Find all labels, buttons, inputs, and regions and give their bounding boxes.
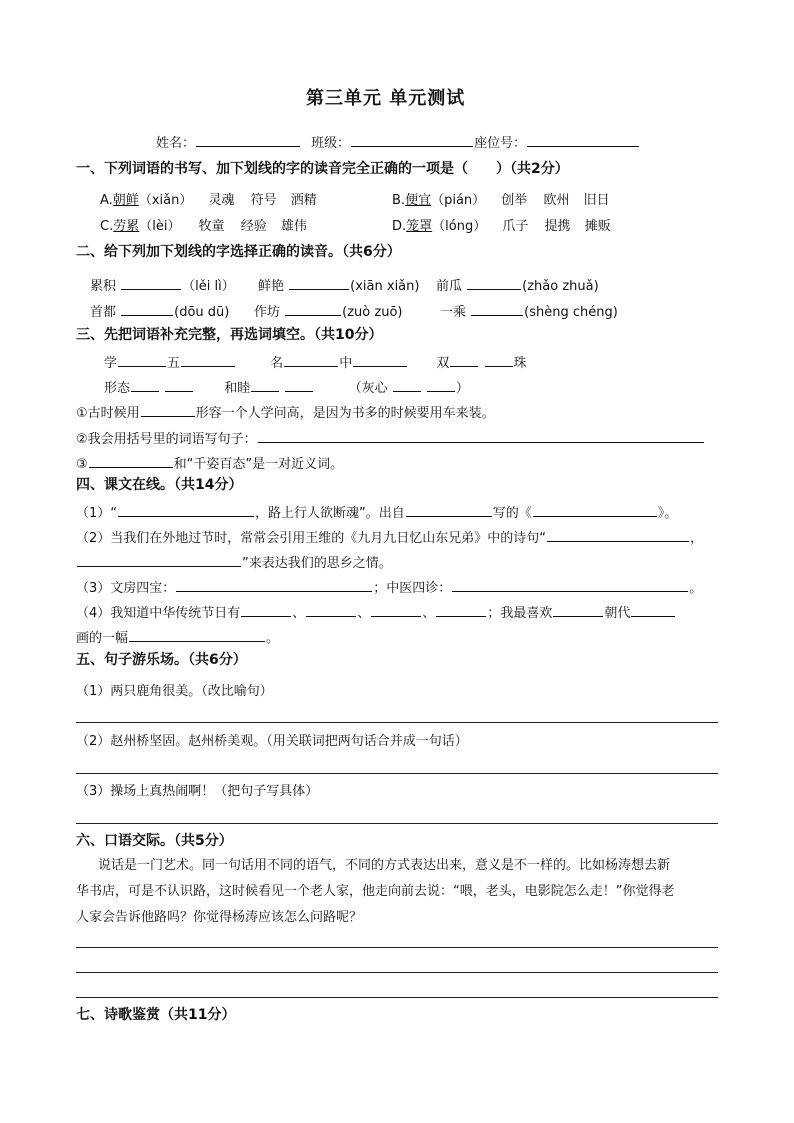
s4-text: ；中医四诊： [373, 581, 452, 596]
s3-paren: ） [455, 381, 469, 396]
s4-text: 。 [689, 581, 703, 596]
s4-q2 [76, 528, 703, 547]
s5-q2-answer-line[interactable] [76, 773, 718, 774]
s2-item [436, 276, 599, 295]
s4-blank[interactable] [436, 603, 486, 617]
s3-char: 学 [104, 356, 118, 371]
option-word: 创举 [501, 193, 528, 208]
option-label: C. [100, 219, 114, 234]
s5-q3-answer-line[interactable] [76, 823, 718, 824]
s5-q1: （1）两只鹿角很美。（改比喻句） [76, 684, 273, 699]
option-word: 朝鲜 [112, 193, 139, 208]
s3-char: （灰心 [348, 381, 388, 396]
s2-word: 一乘 [440, 305, 467, 320]
s3-blank[interactable] [450, 353, 478, 367]
s2-word: 作坊 [254, 305, 281, 320]
s1-option-b [392, 193, 610, 209]
s3-q1 [76, 403, 495, 422]
s5-q2: （2）赵州桥坚固。赵州桥美观。（用关联词把两句话合并成一句话） [76, 734, 468, 749]
s4-blank[interactable] [452, 578, 688, 592]
s3-blank[interactable] [485, 353, 513, 367]
option-word: 提携 [544, 219, 571, 234]
option-pinyin: （pián） [431, 193, 486, 208]
s3-word-row-2 [104, 378, 469, 397]
s2-options: （lěi lì） [182, 279, 235, 294]
s6-paragraph-line-3: 人家会告诉他路吗？你觉得杨涛应该怎么问路呢？ [76, 910, 363, 925]
s3-q3 [76, 454, 343, 473]
s2-item [90, 276, 235, 295]
s4-text: 》。 [657, 506, 678, 521]
s4-q2-cont [76, 553, 392, 572]
s3-blank[interactable] [353, 353, 407, 367]
s2-blank[interactable] [121, 302, 173, 316]
seat-blank[interactable] [527, 133, 639, 147]
s3-q2-text: ②我会用括号里的词语写句子： [76, 432, 257, 447]
s1-option-c [100, 219, 307, 235]
s3-q3-text: 和“千姿百态”是一对近义词。 [173, 457, 344, 472]
s4-blank[interactable] [553, 603, 603, 617]
s2-options: (zuò zuō) [342, 305, 403, 320]
s4-blank[interactable] [77, 553, 241, 567]
s3-blank[interactable] [118, 353, 166, 367]
name-blank[interactable] [196, 133, 300, 147]
s6-paragraph-line-1: 说话是一门艺术。同一句话用不同的语气，不同的方式表达出来，意义是不一样的。比如杨涛想去新 [98, 858, 671, 873]
s2-blank[interactable] [289, 276, 349, 290]
s6-answer-line[interactable] [76, 997, 718, 998]
s2-blank[interactable] [467, 276, 521, 290]
s2-word: 前瓜 [436, 279, 463, 294]
option-word: 洒精 [290, 193, 317, 208]
section-7-title: 七、诗歌鉴赏（共11分） [76, 1007, 236, 1023]
s3-q3-blank[interactable] [89, 454, 173, 468]
s3-char: 珠 [513, 356, 527, 371]
option-pinyin: （xiǎn） [138, 193, 193, 208]
s3-char: 中 [339, 356, 353, 371]
section-3-title: 三、先把词语补充完整，再选词填空。（共10分） [76, 327, 383, 343]
s3-blank[interactable] [284, 353, 338, 367]
s4-text: ，路上行人欲断魂”。出自 [255, 506, 405, 521]
s4-blank[interactable] [371, 603, 421, 617]
s2-word: 累积 [90, 279, 117, 294]
s1-option-a [100, 193, 317, 209]
s4-text: （2）当我们在外地过节时，常常会引用王维的《九月九日忆山东兄弟》中的诗句“ [76, 531, 547, 546]
s4-blank[interactable] [547, 528, 689, 542]
option-pinyin: （lèi） [139, 219, 181, 234]
option-word: 旧日 [583, 193, 610, 208]
s4-text: 。 [266, 631, 280, 646]
s3-char: 形态 [104, 381, 131, 396]
s3-blank[interactable] [393, 378, 421, 392]
seat-label: 座位号： [474, 136, 527, 151]
s2-item [90, 302, 229, 321]
s4-q1 [76, 503, 677, 522]
s2-item [258, 276, 419, 295]
s1-option-d [392, 219, 611, 235]
s4-text: （3）文房四宝： [76, 581, 176, 596]
section-6-title: 六、口语交际。（共5分） [76, 833, 233, 849]
s4-q4-cont [76, 628, 279, 647]
s5-q3: （3）操场上真热闹啊！（把句子写具体） [76, 784, 319, 799]
s3-blank[interactable] [181, 353, 235, 367]
option-word: 便宜 [405, 193, 432, 208]
s4-blank[interactable] [631, 603, 675, 617]
option-word: 雄伟 [280, 219, 307, 234]
s3-q1-blank[interactable] [141, 403, 195, 417]
option-word: 摊贩 [584, 219, 611, 234]
option-label: B. [392, 193, 406, 208]
s4-text: 画的一幅 [76, 631, 129, 646]
s2-word: 首都 [90, 305, 117, 320]
s3-q2 [76, 429, 705, 448]
option-word: 笼罩 [406, 219, 433, 234]
class-label: 班级： [311, 136, 351, 151]
s2-blank[interactable] [471, 302, 523, 316]
option-word: 经验 [240, 219, 267, 234]
s2-options: (zhǎo zhuǎ) [522, 279, 599, 294]
s2-word: 鲜艳 [258, 279, 285, 294]
option-pinyin: （lóng） [432, 219, 487, 234]
s4-text: 朝代 [604, 606, 631, 621]
s2-blank[interactable] [285, 302, 341, 316]
s4-blank[interactable] [118, 503, 254, 517]
s3-blank[interactable] [165, 378, 193, 392]
s3-char: 双 [436, 356, 450, 371]
s4-q4 [76, 603, 676, 622]
s3-blank[interactable] [427, 378, 455, 392]
option-word: 爪子 [502, 219, 529, 234]
s3-char: 名 [270, 356, 284, 371]
option-word: 灵魂 [208, 193, 235, 208]
s6-paragraph-line-2: 华书店，可是不认识路，这时候看见一个老人家，他走向前去说：“喂，老头，电影院怎么走！”你觉得老 [76, 884, 675, 899]
s3-blank[interactable] [131, 378, 159, 392]
option-word: 欧州 [543, 193, 570, 208]
s4-blank[interactable] [306, 603, 356, 617]
s2-options: (xiān xiǎn) [350, 279, 420, 294]
class-blank[interactable] [351, 133, 473, 147]
option-word: 劳累 [113, 219, 140, 234]
s4-blank[interactable] [533, 503, 657, 517]
s4-blank[interactable] [129, 628, 265, 642]
section-5-title: 五、句子游乐场。（共6分） [76, 652, 247, 668]
option-word: 符号 [250, 193, 277, 208]
section-1-title: 一、下列词语的书写、加下划线的字的读音完全正确的一项是（ ）（共2分） [76, 161, 569, 177]
s2-options: (dōu dū) [174, 305, 230, 320]
s4-text: 、 [422, 606, 436, 621]
s4-text: （1）“ [76, 506, 118, 521]
s4-text: 写的《 [492, 506, 532, 521]
student-info-row [156, 133, 640, 152]
s4-text: （4）我知道中华传统节日有 [76, 606, 241, 621]
s4-blank[interactable] [406, 503, 492, 517]
s3-q3-text: ③ [76, 457, 88, 472]
s2-item [440, 302, 618, 321]
s2-item [254, 302, 402, 321]
s3-char: 五 [167, 356, 181, 371]
s3-blank[interactable] [251, 378, 279, 392]
s4-text: ；我最喜欢 [487, 606, 553, 621]
s4-blank[interactable] [241, 603, 291, 617]
s4-text: 、 [292, 606, 306, 621]
s4-text: ， [690, 531, 704, 546]
s4-text: 、 [357, 606, 371, 621]
s3-q2-blank[interactable] [258, 429, 704, 443]
s4-text: ”来表达我们的思乡之情。 [242, 556, 392, 571]
s3-q1-text: ①古时候用 [76, 406, 140, 421]
s6-answer-line[interactable] [76, 947, 718, 948]
section-2-title: 二、给下列加下划线的字选择正确的读音。（共6分） [76, 244, 401, 260]
s3-word-row-1 [104, 353, 527, 372]
s4-q3 [76, 578, 702, 597]
name-label: 姓名： [156, 136, 196, 151]
option-label: D. [392, 219, 407, 234]
s3-blank[interactable] [285, 378, 313, 392]
s4-blank[interactable] [176, 578, 372, 592]
option-word: 牧童 [198, 219, 225, 234]
option-label: A. [100, 193, 113, 208]
s6-answer-line[interactable] [76, 972, 718, 973]
s2-options: (shèng chéng) [524, 305, 618, 320]
s5-q1-answer-line[interactable] [76, 722, 718, 723]
s3-char: 和睦 [224, 381, 251, 396]
s3-q1-text: 形容一个人学问高，是因为书多的时候要用车来装。 [195, 406, 495, 421]
s2-blank[interactable] [121, 276, 181, 290]
section-4-title: 四、课文在线。（共14分） [76, 477, 243, 493]
page-title: 第三单元 单元测试 [306, 88, 466, 109]
